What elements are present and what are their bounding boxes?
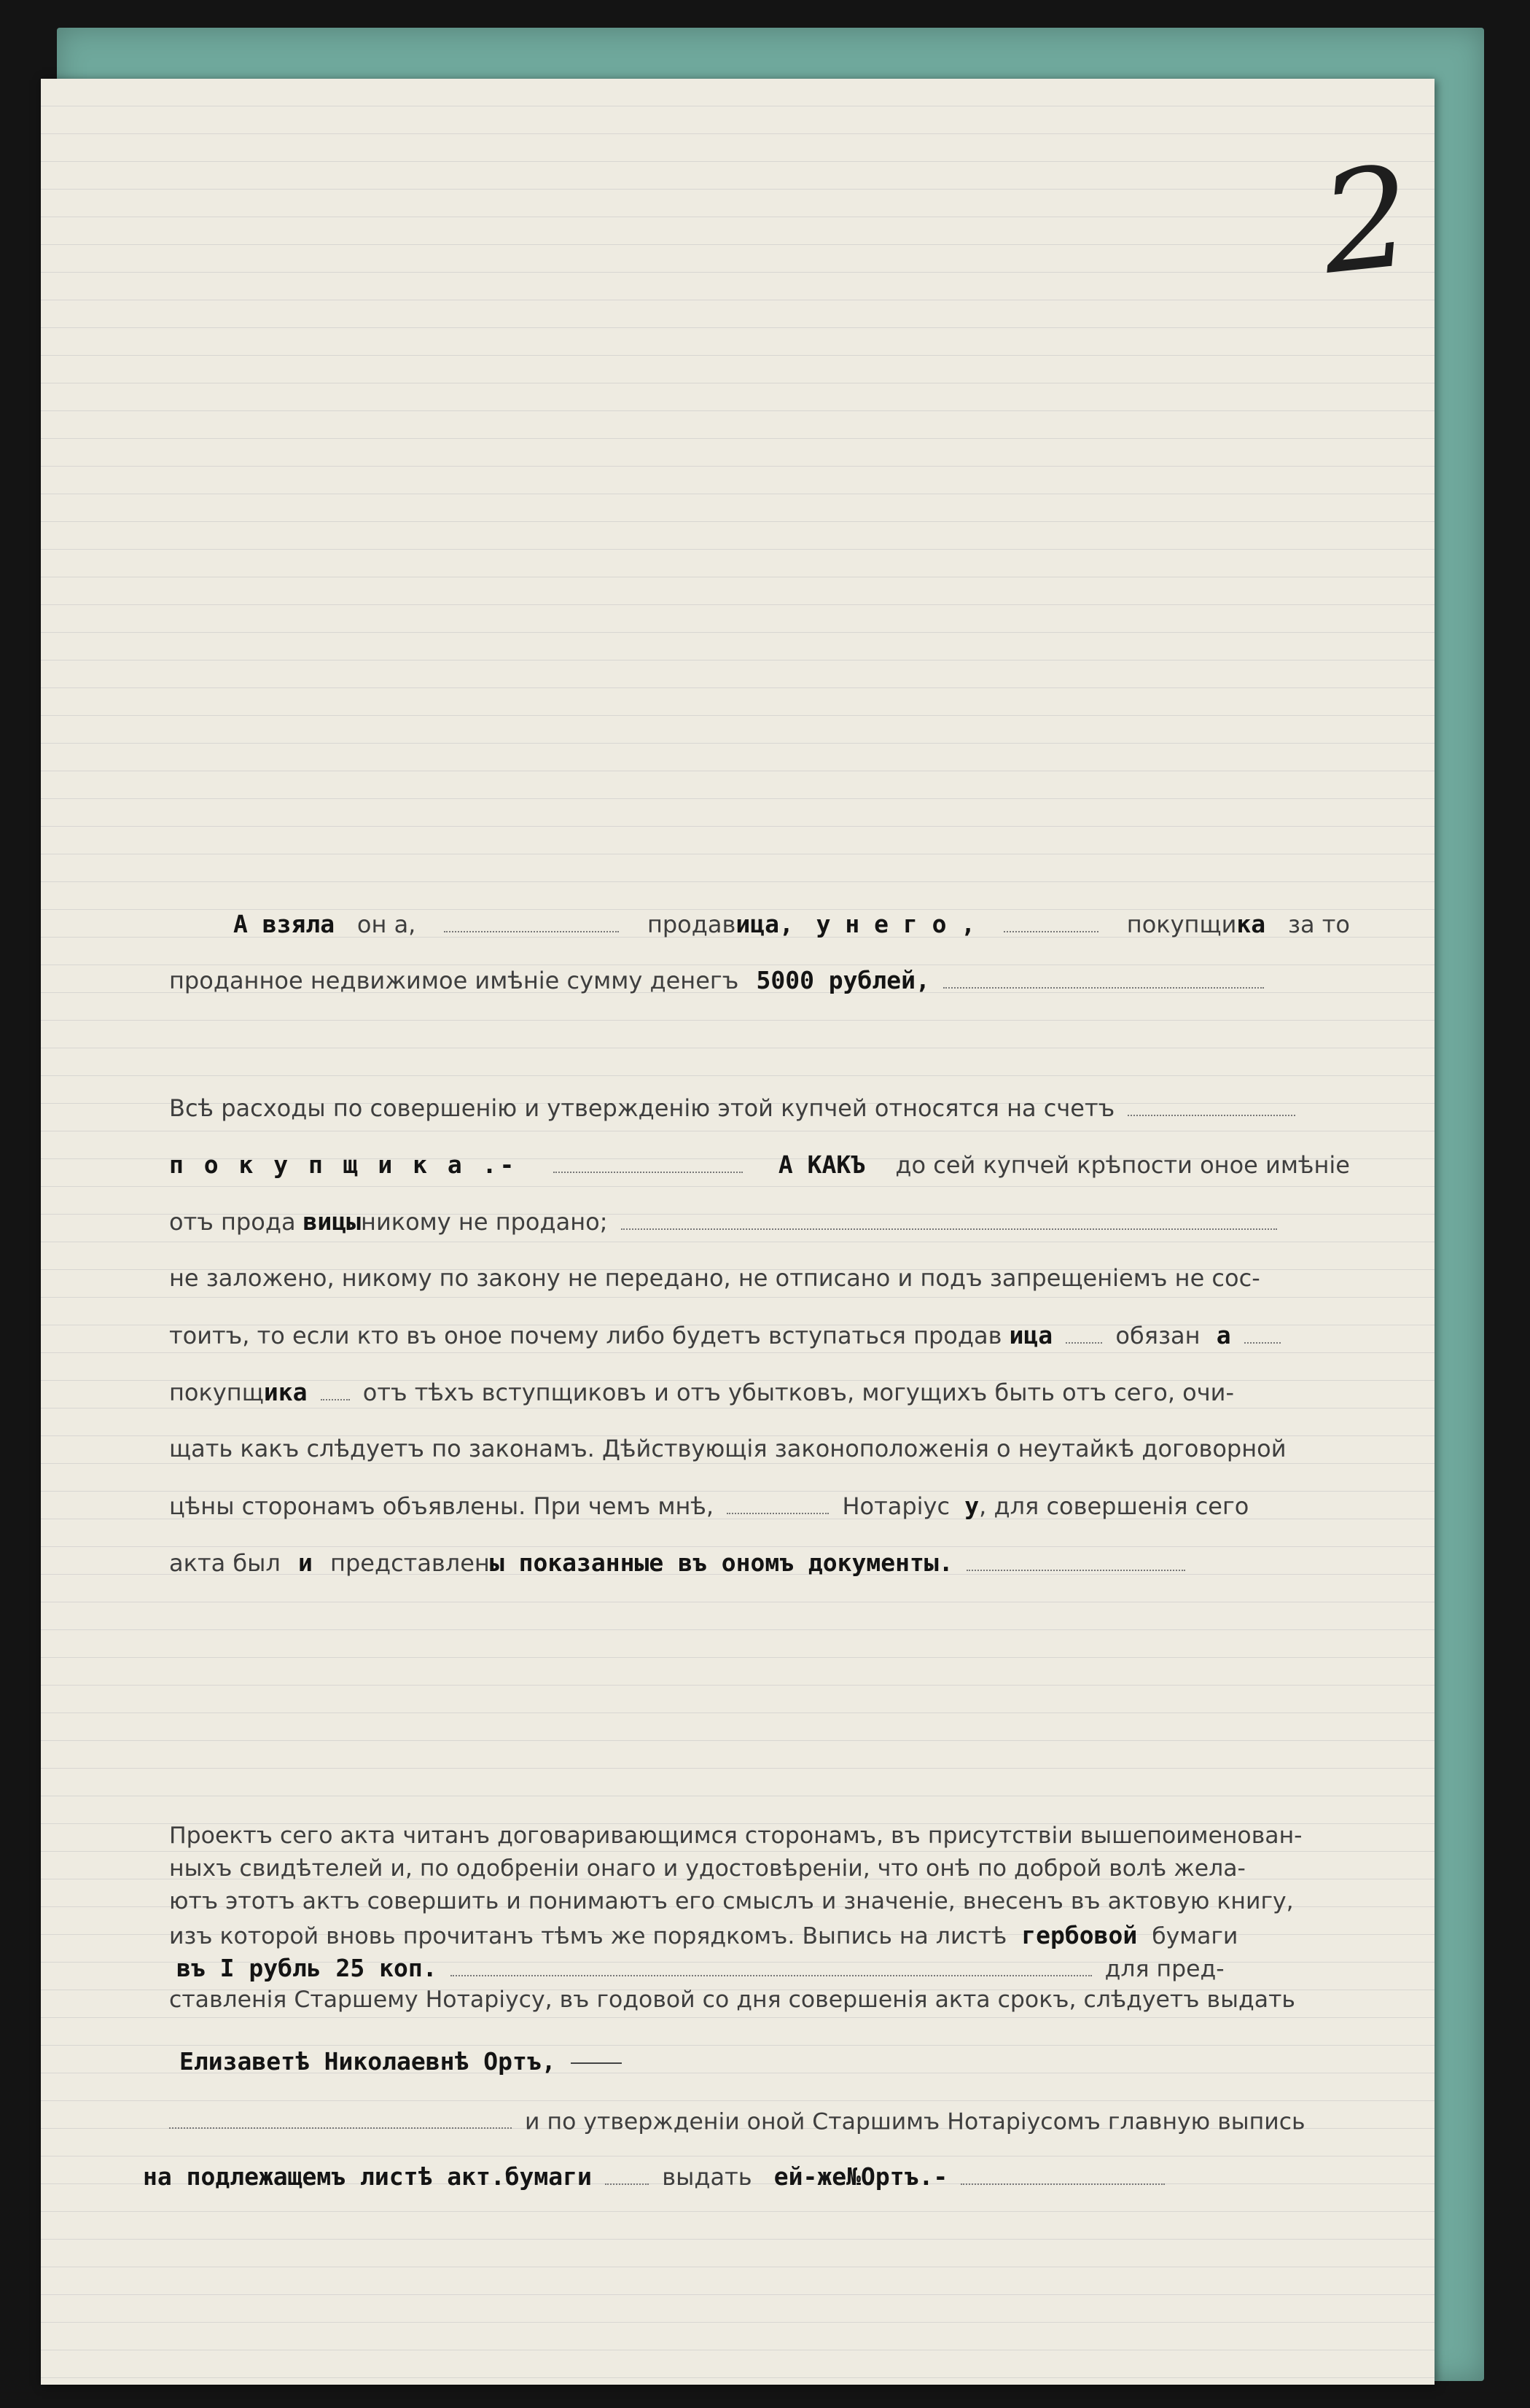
- form-text: ныхъ свидѣтелей и, по одобренiи онаго и удостовѣренiи, что онѣ по доброй волѣ жела-: [169, 1855, 1246, 1882]
- typed-sum: 5000 рублей,: [756, 966, 930, 994]
- typed-text: А КАКЪ: [778, 1150, 866, 1179]
- expenses-line-7: [169, 1435, 1350, 1462]
- handwritten-page-number: 2: [1314, 136, 1419, 305]
- project-line-3: [169, 1888, 1350, 1916]
- project-line-8: [169, 2107, 1350, 2136]
- typed-text: ица: [1009, 1321, 1053, 1349]
- project-line-1: [169, 1823, 1350, 1850]
- typed-text: п о к у п щ и к а .-: [169, 1150, 518, 1179]
- form-text: ставленiя Старшему Нотарiусу, въ годовой со дня совершенiя акта срокъ, слѣдуетъ выдать: [169, 1987, 1295, 2013]
- recipient-line: [179, 2047, 1360, 2076]
- form-text: акта был: [169, 1549, 281, 1577]
- typed-text: ица,: [735, 910, 794, 938]
- fill-line: [1004, 910, 1098, 932]
- typed-text: а: [320, 910, 335, 938]
- fill-line: [169, 2107, 512, 2129]
- typed-text: ика: [263, 1378, 308, 1406]
- form-text: для пред-: [1104, 1956, 1225, 1982]
- typed-text: А взял: [233, 910, 321, 938]
- project-line-9: [143, 2162, 1350, 2191]
- expenses-line-9: [169, 1548, 1350, 1578]
- project-line-6: [169, 1987, 1350, 2014]
- form-text: покупщ: [169, 1379, 264, 1406]
- form-text: до сей купчей крѣпости оное имѣнiе: [895, 1151, 1350, 1179]
- fill-line: [943, 966, 1264, 989]
- form-text: покупщи: [1126, 911, 1237, 938]
- expenses-line-5: [169, 1321, 1350, 1350]
- form-text: ютъ этотъ актъ совершить и понимаютъ его смыслъ и значенiе, внесенъ въ актовую книгу,: [169, 1888, 1294, 1914]
- fill-line: [1066, 1321, 1102, 1344]
- expenses-line-6: [169, 1378, 1350, 1407]
- form-text: тоитъ, то если кто въ оное почему либо будетъ вступаться продав: [169, 1322, 1002, 1349]
- fill-line: [1128, 1094, 1295, 1116]
- form-text: проданное недвижимое имѣнiе сумму денегъ: [169, 967, 739, 994]
- form-text: щать какъ слѣдуетъ по законамъ. Дѣйствующiя законоположенiя о неутайкѣ договорной: [169, 1435, 1287, 1462]
- expenses-line-4: [169, 1264, 1350, 1292]
- form-text: отъ прода: [169, 1208, 296, 1236]
- form-text: продав: [647, 911, 736, 938]
- typed-text: вицы: [303, 1207, 362, 1236]
- form-text: отъ тѣхъ вступщиковъ и отъ убытковъ, могущихъ быть отъ сего, очи-: [362, 1379, 1234, 1406]
- typed-text: ы показанные въ ономъ документы.: [489, 1548, 953, 1577]
- form-text: , для совершенiя сего: [979, 1492, 1249, 1520]
- typed-text: у: [964, 1492, 980, 1520]
- fill-line: [444, 910, 619, 932]
- form-text: Нотарiус: [842, 1492, 951, 1520]
- form-text: Всѣ расходы по совершенiю и утвержденiю этой купчей относятся на счетъ: [169, 1094, 1115, 1122]
- form-text: изъ которой вновь прочитанъ тѣмъ же порядкомъ. Выпись на листѣ: [169, 1923, 1007, 1949]
- form-text: и по утвержденiи оной Старшимъ Нотарiусомъ главную выпись: [525, 2108, 1305, 2135]
- fill-line: [321, 1378, 350, 1400]
- expenses-line-2: [169, 1150, 1350, 1180]
- project-line-5: [169, 1954, 1350, 1984]
- typed-text: у н е г о ,: [816, 910, 976, 938]
- fill-line: [727, 1492, 829, 1514]
- fill-line: [961, 2162, 1165, 2185]
- fill-line: [450, 1955, 1092, 1976]
- form-text: цѣны сторонамъ объявлены. При чемъ мнѣ,: [169, 1492, 714, 1520]
- expenses-line-1: [169, 1094, 1350, 1122]
- sale-line-2: [169, 966, 1350, 995]
- typed-text: на подлежащемъ листѣ акт.бумаги: [143, 2162, 592, 2191]
- project-line-2: [169, 1855, 1350, 1883]
- project-line-4: [169, 1921, 1350, 1951]
- typed-text: а: [1216, 1321, 1231, 1349]
- fill-line: [605, 2162, 649, 2185]
- typed-text: гербовой: [1021, 1921, 1138, 1949]
- form-text: выдать: [662, 2163, 752, 2191]
- document-page: [41, 79, 1435, 2385]
- expenses-line-3: [169, 1207, 1350, 1236]
- typed-text: ка: [1236, 910, 1266, 938]
- pen-dash: [571, 2062, 622, 2064]
- expenses-line-8: [169, 1492, 1350, 1521]
- typed-text: ей-же№Ортъ.-: [773, 2162, 948, 2191]
- typed-recipient: Елизаветѣ Николаевнѣ Ортъ,: [179, 2047, 556, 2076]
- form-text: Проектъ сего акта читанъ договаривающимся сторонамъ, въ присутствiи вышепоименован-: [169, 1823, 1303, 1849]
- form-text: он а,: [356, 911, 416, 938]
- fill-line: [621, 1207, 1277, 1230]
- form-text: никому не продано;: [361, 1208, 608, 1236]
- fill-line: [1244, 1321, 1281, 1344]
- typed-text: и: [297, 1548, 313, 1577]
- fill-line: [553, 1150, 743, 1173]
- form-text: не заложено, никому по закону не передано, не отписано и подъ запрещенiемъ не сос-: [169, 1264, 1260, 1292]
- form-text: бумаги: [1152, 1923, 1238, 1949]
- form-text: за то: [1287, 911, 1350, 938]
- fill-line: [967, 1548, 1185, 1571]
- form-text: обязан: [1115, 1322, 1201, 1349]
- form-text: представлен: [330, 1549, 490, 1577]
- sale-line-1: [233, 910, 1350, 939]
- typed-text: въ I рубль 25 коп.: [176, 1954, 437, 1982]
